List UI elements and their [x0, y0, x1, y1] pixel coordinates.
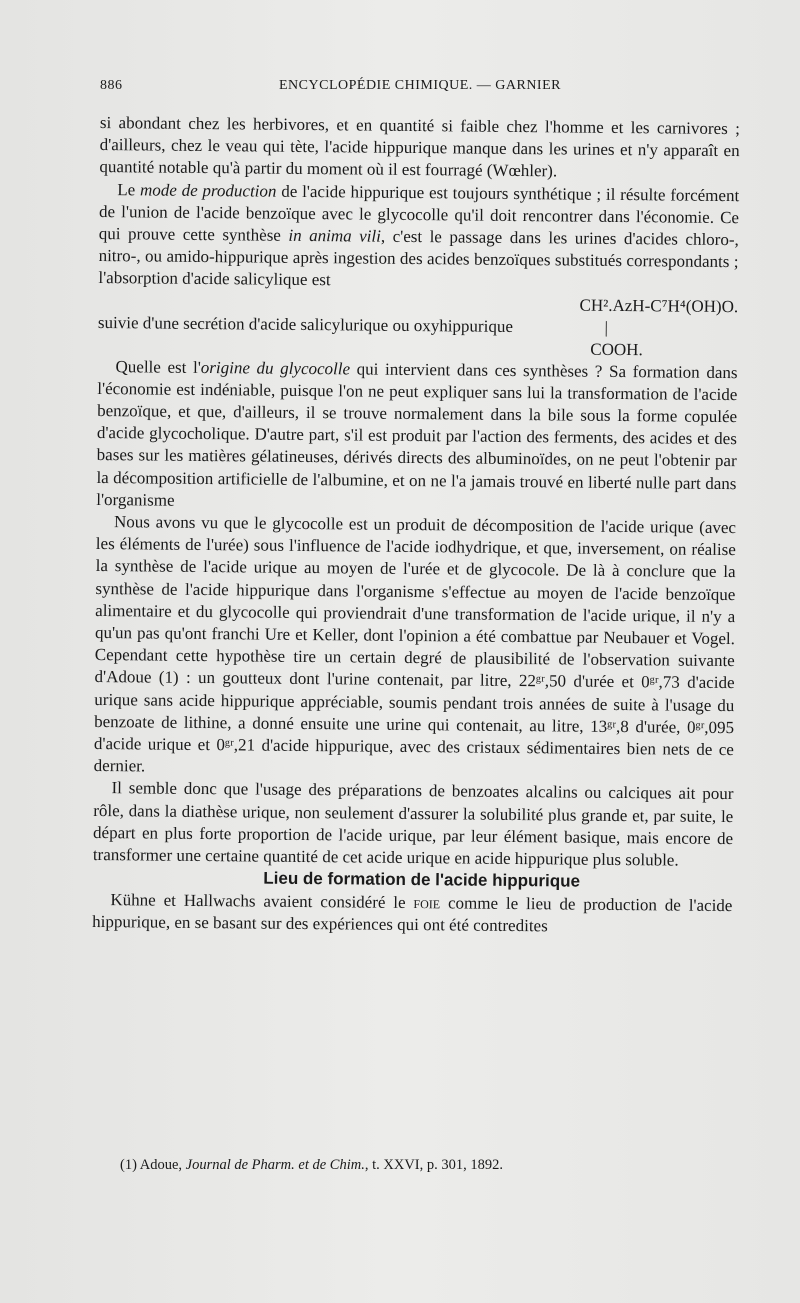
- footnote-rest: , t. XXVI, p. 301, 1892.: [364, 1157, 504, 1173]
- text-run: comme le lieu de production de l'acide hippurique, en se basant sur des expériences qui ont été contredites: [92, 892, 733, 936]
- text-run: qui intervient dans ces synthèses ? Sa formation dans l'économie est indéniable, puisque l'on ne peut expliquer sans lui la transformation de l'acide benzoïque, et que, d'ailleurs, il se trouve normalement dans la bile sous la forme copulée d'acide glycocholique. D'autre part, s'il est produit par l'action des ferments, des acides et des bases sur les matières gélatineuses, dérivés directs des albuminoïdes, on ne peut l'obtenir par la décomposition artificielle de l'albumine, et on ne l'a jamais trouvé en liberté nulle part dans l'organisme: [96, 359, 738, 510]
- text-run: de l'acide hippurique est toujours synthétique ; il résulte forcément de l'union de l'acide benzoïque avec le glycocolle qu'il doit rencontrer dans l'économie. Ce qui prouve cette synthèse: [98, 181, 740, 245]
- page-number: 886: [100, 78, 123, 93]
- paragraph-4: Nous avons vu que le glycocolle est un produit de décomposition de l'acide urique (avec les éléments de l'urée) sous l'influence de l'acide iodhydrique, et que, inversement, on réalise la synthèse de l'acide urique au moyen de l'urée et de glycocole. De là à conclure que la synthèse de l'acide hippurique dans l'organisme s'effectue au moyen de l'acide benzoïque alimentaire et du glycocolle qui proviendrait d'une transformation de l'acide urique, il n'y a qu'un pas qu'ont franchi Ure et Keller, dont l'opinion a été combattue par Neubauer et Vogel. Cependant cette hypothèse tire un certain degré de plausibilité de l'observation suivante d'Adoue (1) : un goutteux dont l'urine contenait, par litre, 22ᵍʳ,50 d'urée et 0ᵍʳ,73 d'acide urique sans acide hippurique appréciable, soumis pendant trois années de suite à l'usage du benzoate de lithine, a donné ensuite une urine qui contenait, au litre, 13ᵍʳ,8 d'urée, 0ᵍʳ,095 d'acide urique et 0ᵍʳ,21 d'acide hippurique, avec des cristaux sédimentaires bien nets de ce dernier.: [93, 512, 737, 776]
- body-text: [92, 112, 740, 939]
- running-title: ENCYCLOPÉDIE CHIMIQUE. — GARNIER: [279, 78, 561, 93]
- formula-block: [98, 290, 739, 362]
- text-run: Kühne et Hallwachs avaient considéré le: [110, 889, 414, 912]
- text-run: , c'est le passage dans les urines d'acides chloro-, nitro-, ou amido-hippurique après ingestion des acides benzoïques substitués correspondants ; l'absorption d'acide salicylique est: [98, 226, 739, 290]
- paragraph-3: [96, 356, 737, 518]
- text-run: Le: [117, 179, 141, 199]
- footnote-marker: (1) Adoue,: [120, 1157, 186, 1173]
- paragraph-6: [92, 888, 732, 939]
- formula-bottom: COOH.: [590, 339, 643, 359]
- formula-line: suivie d'une secrétion d'acide salicylurique ou oxyhippurique: [97, 312, 514, 336]
- small-caps: foie: [413, 892, 441, 912]
- formula-top: CH².AzH-C⁷H⁴(OH)O.: [579, 295, 739, 316]
- paragraph-5: Il semble donc que l'usage des préparations de benzoates alcalins ou calciques ait pour rôle, dans la diathèse urique, non seulement d'assurer la solubilité plus grande et, par suite, le départ en plus forte proportion de l'acide urique, par leur élément basique, mais encore de transformer une certaine quantité de cet acide urique en acide hippurique plus soluble.: [92, 778, 734, 870]
- text-run: Quelle est l': [115, 356, 201, 377]
- emphasis: in anima vili: [288, 225, 381, 246]
- footnote: [120, 1157, 740, 1174]
- section-title: Lieu de formation de l'acide hippurique: [263, 868, 581, 891]
- footnote-journal: Journal de Pharm. et de Chim.: [185, 1157, 365, 1173]
- formula-bond: |: [604, 317, 609, 337]
- emphasis: mode de production: [139, 179, 277, 201]
- paragraph-2: [98, 179, 739, 296]
- running-header: [100, 78, 740, 102]
- paragraph-1: si abondant chez les herbivores, et en quantité si faible chez l'homme et les carnivores ; d'ailleurs, chez le veau qui tète, l'acide hippurique manque dans les urines et n'y apparaît en quantité notable qu'à partir du moment où il est fourragé (Wœhler).: [99, 112, 740, 181]
- emphasis: origine du glycocolle: [200, 357, 351, 379]
